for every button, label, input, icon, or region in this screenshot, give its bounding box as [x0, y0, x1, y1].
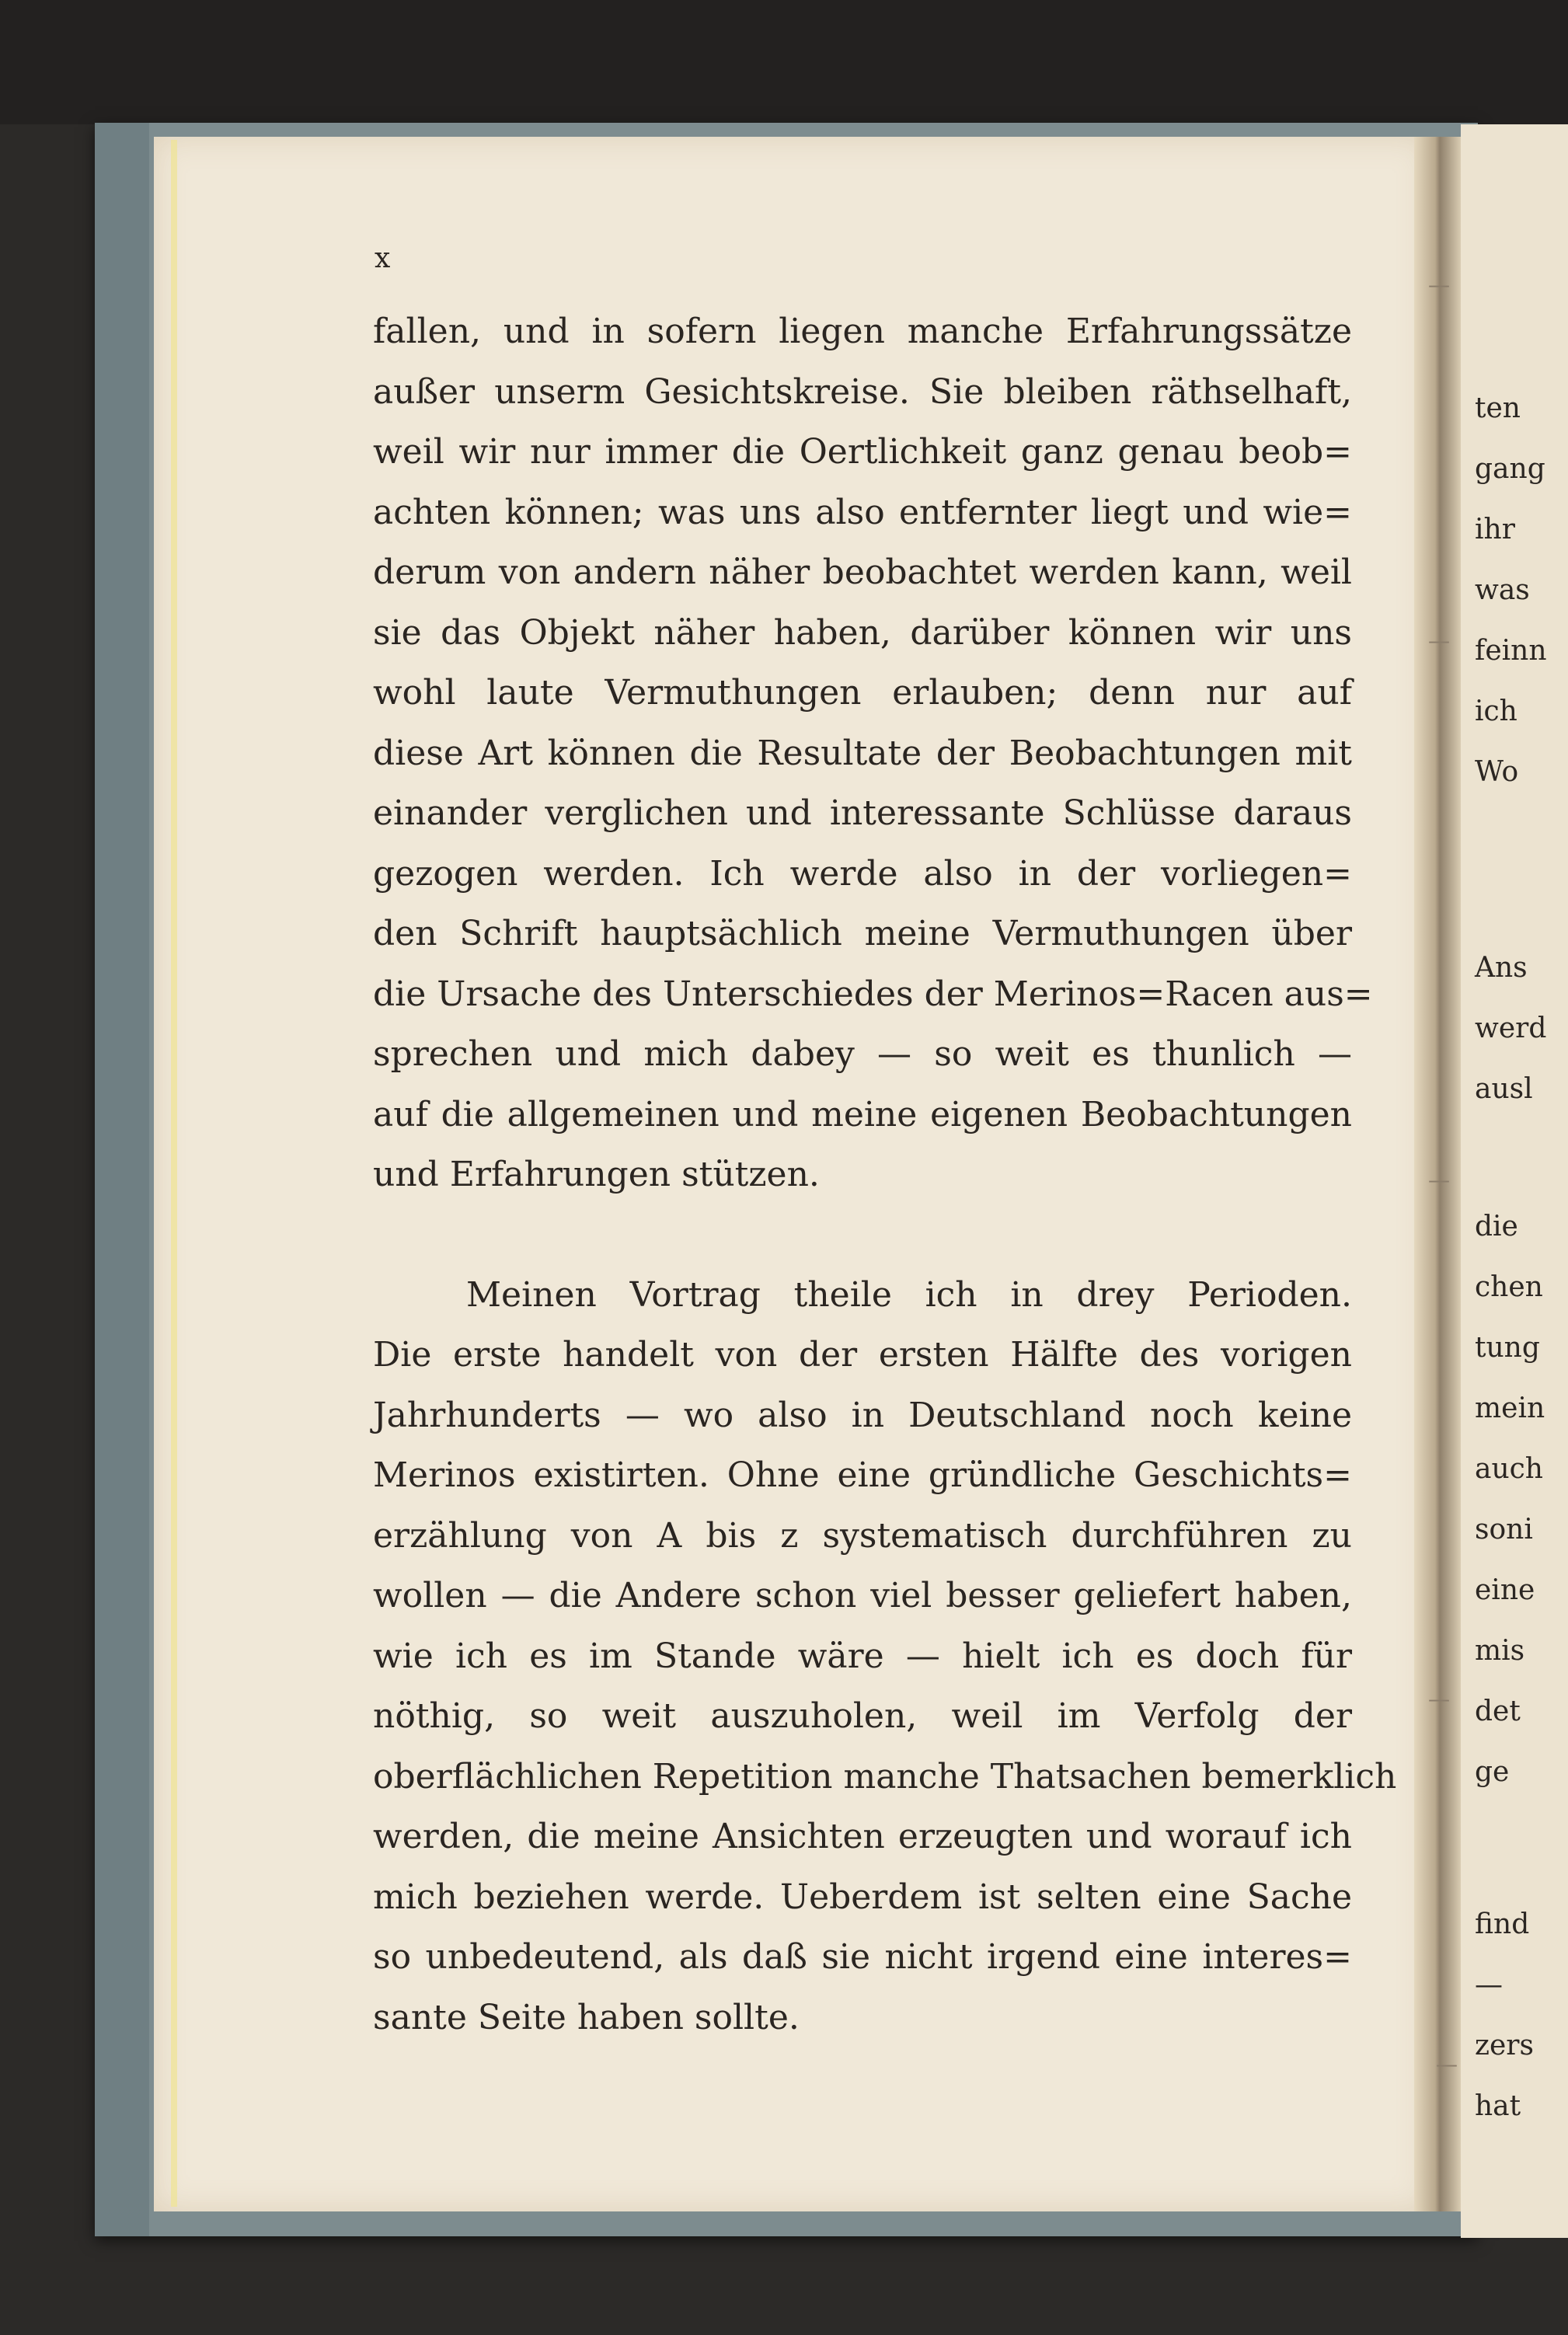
- text-line: Meinen Vortrag theile ich in drey Perioden.: [466, 1274, 1352, 1315]
- next-page-fragment: feinn: [1475, 635, 1547, 667]
- text-line: diese Art können die Resultate der Beobachtungen mit: [373, 733, 1352, 773]
- binding-thread-mark: —: [1436, 2051, 1458, 2077]
- binding-thread-mark: —: [1428, 628, 1450, 653]
- body-text: [373, 301, 1397, 2047]
- text-line: mich beziehen werde. Ueberdem ist selten eine Sache: [373, 1877, 1352, 1917]
- binding-thread-mark: —: [1428, 272, 1450, 298]
- text-line: wie ich es im Stande wäre — hielt ich es doch für: [373, 1636, 1352, 1676]
- next-page-fragment: werd: [1475, 1012, 1547, 1044]
- text-line: Die erste handelt von der ersten Hälfte des vorigen: [373, 1335, 1352, 1375]
- next-page-fragment: chen: [1475, 1271, 1543, 1303]
- next-page-fragment: tung: [1475, 1332, 1540, 1364]
- next-page-fragment: was: [1475, 574, 1530, 606]
- page-number: x: [375, 242, 392, 274]
- next-page-fragment: find: [1475, 1908, 1530, 1940]
- next-page-fragment: Ans: [1475, 952, 1528, 984]
- next-page-fragment: die: [1475, 1211, 1518, 1242]
- text-line: sante Seite haben sollte.: [373, 1997, 800, 2037]
- next-page-fragment: ausl: [1475, 1073, 1533, 1105]
- next-page-fragment: ich: [1475, 695, 1517, 727]
- next-page-fragment: mein: [1475, 1392, 1545, 1424]
- text-line: den Schrift hauptsächlich meine Vermuthungen über: [373, 914, 1352, 953]
- text-line: so unbedeutend, als daß sie nicht irgend eine interes=: [373, 1937, 1352, 1977]
- text-line: wollen — die Andere schon viel besser geliefert haben,: [373, 1576, 1352, 1615]
- text-line: einander verglichen und interessante Schlüsse daraus: [373, 793, 1352, 833]
- next-page-fragment: Wo: [1475, 756, 1519, 788]
- next-page-fragment: gang: [1475, 453, 1545, 485]
- next-page-fragment: mis: [1475, 1635, 1525, 1667]
- paragraph: [373, 1265, 1397, 2048]
- background: [0, 0, 1568, 124]
- text-line: die Ursache des Unterschiedes der Merinos=Racen aus=: [373, 974, 1373, 1014]
- text-line: sprechen und mich dabey — so weit es thunlich —: [373, 1034, 1352, 1074]
- right-page-edge: [1461, 124, 1568, 2238]
- paragraph-gap: [373, 1205, 1352, 1265]
- text-line: erzählung von A bis z systematisch durchführen zu: [373, 1515, 1352, 1556]
- next-page-fragment: ge: [1475, 1756, 1510, 1788]
- binding-thread-mark: —: [1428, 1167, 1450, 1193]
- text-line: derum von andern näher beobachtet werden kann, weil: [373, 552, 1352, 592]
- text-line: gezogen werden. Ich werde also in der vorliegen=: [373, 853, 1352, 894]
- next-page-fragment: soni: [1475, 1514, 1533, 1546]
- text-line: nöthig, so weit auszuholen, weil im Verfolg der: [373, 1696, 1352, 1736]
- text-line: Jahrhunderts — wo also in Deutschland noch keine: [373, 1395, 1352, 1435]
- text-line: oberflächlichen Repetition manche Thatsachen bemerklich: [373, 1756, 1397, 1797]
- next-page-fragment: —: [1475, 1969, 1503, 2001]
- text-line: sie das Objekt näher haben, darüber können wir uns: [373, 612, 1352, 653]
- text-line: und Erfahrungen stützen.: [373, 1155, 820, 1194]
- text-line: Merinos existirten. Ohne eine gründliche Geschichts=: [373, 1455, 1352, 1495]
- next-page-fragment: ten: [1475, 392, 1521, 424]
- text-line: außer unserm Gesichtskreise. Sie bleiben räthselhaft,: [373, 371, 1352, 412]
- next-page-fragment: eine: [1475, 1574, 1535, 1606]
- next-page-fragment: auch: [1475, 1453, 1543, 1485]
- text-line: wohl laute Vermuthungen erlauben; denn nur auf: [373, 673, 1352, 713]
- text-line: fallen, und in sofern liegen manche Erfahrungssätze: [373, 312, 1352, 351]
- next-page-fragment: det: [1475, 1695, 1521, 1727]
- cover-edge: [95, 123, 149, 2236]
- paragraph: [373, 301, 1373, 1205]
- binding-thread-mark: —: [1428, 1686, 1450, 1712]
- next-page-fragment: ihr: [1475, 514, 1515, 545]
- next-page-fragment: zers: [1475, 2030, 1534, 2061]
- page-edge: [171, 140, 177, 2207]
- next-page-fragment: hat: [1475, 2090, 1521, 2122]
- text-line: achten können; was uns also entfernter liegt und wie=: [373, 492, 1352, 532]
- text-line: werden, die meine Ansichten erzeugten und worauf ich: [373, 1817, 1352, 1856]
- text-line: auf die allgemeinen und meine eigenen Beobachtungen: [373, 1094, 1352, 1134]
- text-line: weil wir nur immer die Oertlichkeit ganz genau beob=: [373, 432, 1352, 472]
